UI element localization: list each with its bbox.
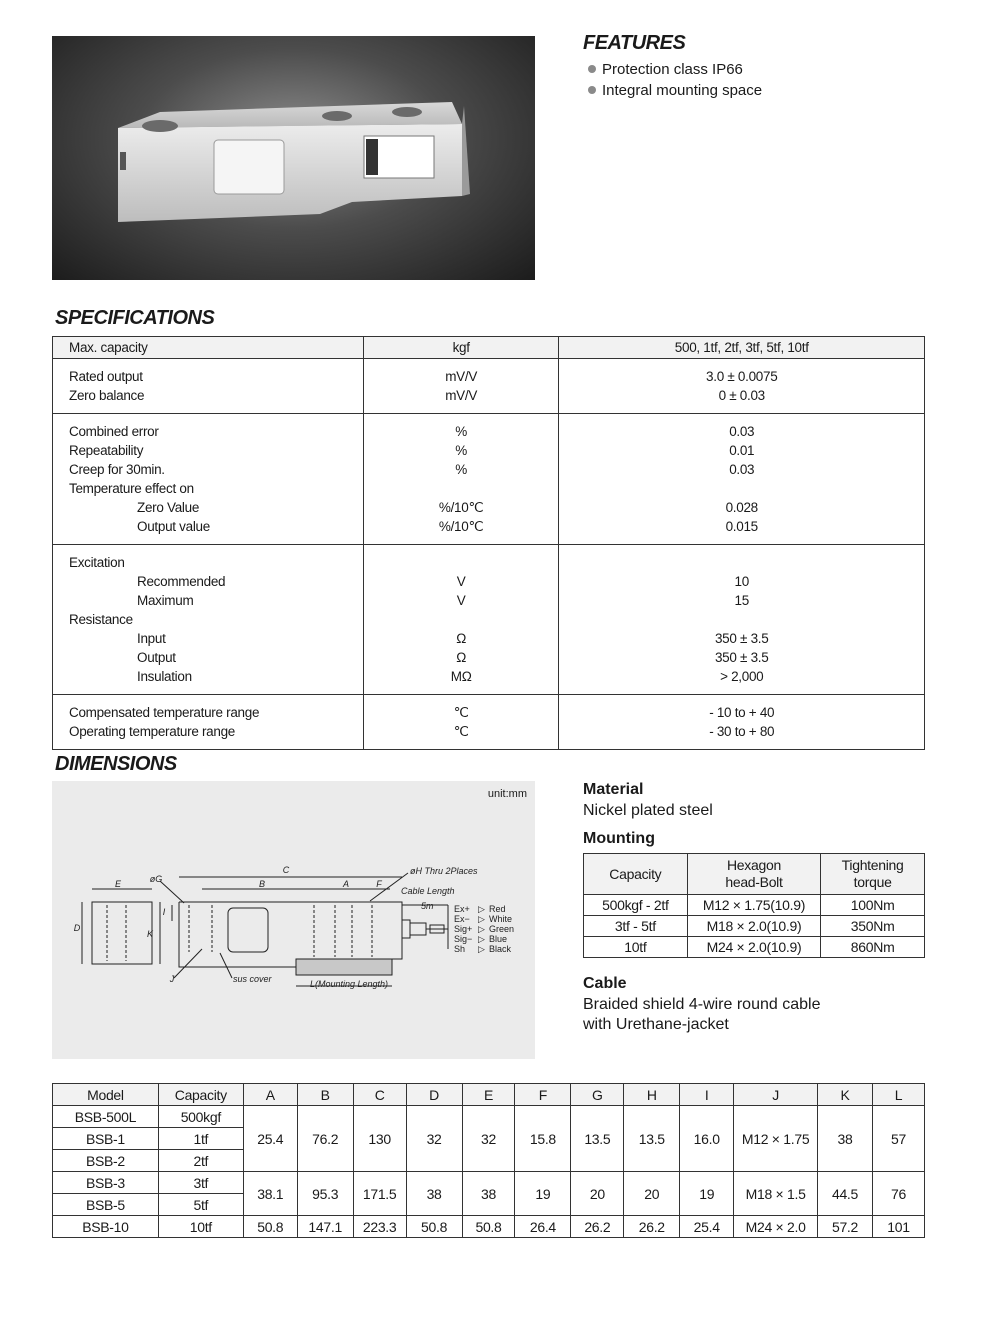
dim-header-b: B — [297, 1084, 353, 1106]
dim-row — [53, 1106, 925, 1128]
spec-label: Maximum — [137, 593, 194, 608]
dim-label-G: øG — [149, 874, 163, 884]
spec-value — [559, 553, 924, 572]
spec-label: Operating temperature range — [69, 724, 236, 739]
dim-model: BSB-10 — [53, 1216, 159, 1238]
dim-header-e: E — [462, 1084, 515, 1106]
spec-value-cell — [559, 337, 925, 359]
dim-value: M12 × 1.75 — [734, 1106, 818, 1172]
wire-signal: Ex+ — [454, 904, 470, 914]
dim-value: 26.4 — [515, 1216, 571, 1238]
dimension-drawing — [52, 781, 535, 1059]
spec-label-cell — [53, 545, 364, 695]
dim-capacity: 500kgf — [158, 1106, 243, 1128]
spec-unit-cell — [363, 359, 559, 414]
dim-value: 95.3 — [297, 1172, 353, 1216]
spec-value-cell — [559, 359, 925, 414]
dim-value: 20 — [624, 1172, 680, 1216]
feature-item — [588, 80, 762, 101]
spec-unit: ℃ — [453, 724, 469, 739]
spec-value — [559, 479, 924, 498]
dimensions-title: DIMENSIONS — [55, 753, 177, 775]
spec-unit: V — [456, 593, 466, 608]
specifications-title: SPECIFICATIONS — [55, 307, 215, 329]
mounting-length-label: L(Mounting Length) — [310, 979, 389, 989]
mount-cell: 3tf - 5tf — [584, 916, 688, 937]
dim-value: 32 — [406, 1106, 462, 1172]
dim-header-j: J — [734, 1084, 818, 1106]
spec-value: 0.03 — [729, 424, 755, 439]
wire-color: Red — [489, 904, 506, 914]
dim-value: 38 — [406, 1172, 462, 1216]
dim-label-A: A — [342, 879, 350, 889]
dim-value: 15.8 — [515, 1106, 571, 1172]
spec-unit: %/10℃ — [438, 519, 484, 534]
spec-unit — [364, 553, 559, 572]
cable-line-1: Braided shield 4-wire round cable — [583, 996, 821, 1013]
dim-value: 13.5 — [624, 1106, 680, 1172]
mount-header-torque: Tightening torque — [821, 854, 925, 895]
spec-unit: mV/V — [445, 369, 478, 384]
spec-value: - 30 to + 80 — [709, 724, 775, 739]
dim-capacity: 3tf — [158, 1172, 243, 1194]
dim-header-l: L — [872, 1084, 924, 1106]
dimension-table — [52, 1083, 925, 1238]
material-text: Nickel plated steel — [583, 802, 713, 819]
dim-label-C: C — [282, 865, 290, 875]
mount-header-bolt: Hexagon head-Bolt — [687, 854, 821, 895]
spec-label: Output — [137, 650, 176, 665]
dim-label-D: D — [73, 923, 81, 933]
dim-value: 57.2 — [818, 1216, 873, 1238]
cable-title: Cable — [583, 975, 627, 992]
spec-label: Excitation — [69, 555, 125, 570]
dim-label-I: I — [162, 907, 166, 917]
dim-value: 19 — [680, 1172, 734, 1216]
spec-group — [53, 695, 925, 750]
dim-value: 38 — [818, 1106, 873, 1172]
spec-group — [53, 545, 925, 695]
spec-value: 350 ± 3.5 — [714, 650, 769, 665]
dim-model: BSB-5 — [53, 1194, 159, 1216]
dim-row — [53, 1216, 925, 1238]
bullet-icon — [588, 86, 596, 94]
dim-header-h: H — [624, 1084, 680, 1106]
spec-label-cell — [53, 359, 364, 414]
dim-value: M24 × 2.0 — [734, 1216, 818, 1238]
dim-model: BSB-3 — [53, 1172, 159, 1194]
spec-unit: % — [455, 424, 467, 439]
spec-value: 0.01 — [729, 443, 755, 458]
dim-capacity: 5tf — [158, 1194, 243, 1216]
spec-value-cell — [559, 414, 925, 545]
dim-capacity: 2tf — [158, 1150, 243, 1172]
dim-header-d: D — [406, 1084, 462, 1106]
spec-label: Input — [137, 631, 166, 646]
spec-unit-cell — [363, 337, 559, 359]
spec-value: 500, 1tf, 2tf, 3tf, 5tf, 10tf — [674, 340, 809, 355]
spec-value-cell — [559, 545, 925, 695]
dim-header-a: A — [243, 1084, 297, 1106]
spec-unit-cell — [363, 545, 559, 695]
dim-value: M18 × 1.5 — [734, 1172, 818, 1216]
dim-value: 223.3 — [353, 1216, 406, 1238]
dim-capacity: 1tf — [158, 1128, 243, 1150]
spec-group — [53, 337, 925, 359]
dim-row — [53, 1172, 925, 1194]
dim-label-H: øH Thru 2Places — [410, 866, 478, 876]
dim-header-c: C — [353, 1084, 406, 1106]
dim-value: 25.4 — [243, 1106, 297, 1172]
spec-unit — [364, 479, 559, 498]
dim-value: 57 — [872, 1106, 924, 1172]
dim-value: 76.2 — [297, 1106, 353, 1172]
dim-header-k: K — [818, 1084, 873, 1106]
arrow-right-icon: ▷ — [478, 914, 485, 924]
spec-unit: %/10℃ — [438, 500, 484, 515]
dim-value: 76 — [872, 1172, 924, 1216]
mount-cell: M24 × 2.0(10.9) — [687, 937, 821, 958]
spec-unit: V — [456, 574, 466, 589]
sus-cover-label: sus cover — [233, 974, 272, 984]
dim-value: 19 — [515, 1172, 571, 1216]
arrow-right-icon: ▷ — [478, 924, 485, 934]
spec-unit — [364, 610, 559, 629]
features-title: FEATURES — [583, 32, 686, 54]
mount-cell: 350Nm — [821, 916, 925, 937]
sus-cover-plate — [228, 908, 268, 952]
mount-cell: M12 × 1.75(10.9) — [687, 895, 821, 916]
spec-unit: mV/V — [445, 388, 478, 403]
spec-unit: % — [455, 462, 467, 477]
dim-value: 171.5 — [353, 1172, 406, 1216]
spec-unit: ℃ — [453, 705, 469, 720]
dim-value: 50.8 — [243, 1216, 297, 1238]
wire-color: Black — [489, 944, 512, 954]
dim-capacity: 10tf — [158, 1216, 243, 1238]
spec-label: Compensated temperature range — [69, 705, 260, 720]
feature-item — [588, 59, 762, 80]
spec-unit-cell — [363, 695, 559, 750]
dim-label-E: E — [114, 879, 122, 889]
dim-header-model: Model — [53, 1084, 159, 1106]
dim-header-f: F — [515, 1084, 571, 1106]
load-cell-image — [52, 36, 535, 280]
mounting-table — [583, 853, 925, 958]
dim-value: 32 — [462, 1106, 515, 1172]
wire-color: White — [489, 914, 513, 924]
spec-label: Resistance — [69, 612, 133, 627]
spec-unit: Ω — [456, 650, 467, 665]
dim-label-B: B — [258, 879, 266, 889]
cable-length-label: Cable Length — [401, 886, 455, 896]
spec-value: > 2,000 — [720, 669, 764, 684]
wire-signal: Sh — [454, 944, 466, 954]
spec-value: 0.03 — [729, 462, 755, 477]
dim-model: BSB-500L — [53, 1106, 159, 1128]
spec-group — [53, 414, 925, 545]
dim-value: 147.1 — [297, 1216, 353, 1238]
dim-label-K: K — [146, 929, 154, 939]
wire-color: Green — [489, 924, 515, 934]
spec-label: Max. capacity — [69, 340, 148, 355]
arrow-right-icon: ▷ — [478, 904, 485, 914]
dim-value: 50.8 — [406, 1216, 462, 1238]
spec-value: 3.0 ± 0.0075 — [706, 369, 778, 384]
spec-value: 0.015 — [725, 519, 758, 534]
mount-cell: 10tf — [584, 937, 688, 958]
mount-cell: 860Nm — [821, 937, 925, 958]
wire-color: Blue — [489, 934, 508, 944]
dim-value: 25.4 — [680, 1216, 734, 1238]
dim-label-F: F — [376, 879, 382, 889]
dim-value: 101 — [872, 1216, 924, 1238]
spec-label: Temperature effect on — [69, 481, 194, 496]
spec-value-cell — [559, 695, 925, 750]
dim-value: 44.5 — [818, 1172, 873, 1216]
spec-label: Repeatability — [69, 443, 144, 458]
spec-label: Insulation — [137, 669, 192, 684]
spec-value: - 10 to + 40 — [709, 705, 775, 720]
spec-unit: Ω — [456, 631, 467, 646]
spec-label: Zero Value — [137, 500, 200, 515]
dim-value: 13.5 — [571, 1106, 624, 1172]
spec-label: Rated output — [69, 369, 143, 384]
mount-cell: 100Nm — [821, 895, 925, 916]
spec-unit-cell — [363, 414, 559, 545]
spec-group — [53, 359, 925, 414]
mount-cell: M18 × 2.0(10.9) — [687, 916, 821, 937]
arrow-right-icon: ▷ — [478, 944, 485, 954]
dim-value: 38.1 — [243, 1172, 297, 1216]
spec-value: 0 ± 0.03 — [718, 388, 765, 403]
dim-label-J: J — [169, 974, 175, 984]
spec-unit: % — [455, 443, 467, 458]
spec-value: 15 — [734, 593, 749, 608]
spec-value: 0.028 — [725, 500, 758, 515]
dim-value: 20 — [571, 1172, 624, 1216]
dim-header-capacity: Capacity — [158, 1084, 243, 1106]
bullet-icon — [588, 65, 596, 73]
dim-header-i: I — [680, 1084, 734, 1106]
spec-value: 350 ± 3.5 — [714, 631, 769, 646]
drawing-svg — [52, 781, 535, 1059]
spec-label: Zero balance — [69, 388, 145, 403]
specifications-table — [52, 336, 925, 750]
dim-model: BSB-2 — [53, 1150, 159, 1172]
dim-model: BSB-1 — [53, 1128, 159, 1150]
spec-unit: kgf — [452, 340, 470, 355]
spec-unit: MΩ — [450, 669, 472, 684]
wire-signal: Ex− — [454, 914, 470, 924]
dim-value: 16.0 — [680, 1106, 734, 1172]
dim-value: 50.8 — [462, 1216, 515, 1238]
dim-value: 130 — [353, 1106, 406, 1172]
features-list — [588, 59, 762, 101]
spec-label: Creep for 30min. — [69, 462, 165, 477]
material-title: Material — [583, 781, 644, 798]
spec-label: Combined error — [69, 424, 159, 439]
cable-line-2: with Urethane-jacket — [583, 1016, 729, 1033]
dim-value: 38 — [462, 1172, 515, 1216]
dim-value: 26.2 — [571, 1216, 624, 1238]
mounting-title: Mounting — [583, 830, 655, 847]
dim-value: 26.2 — [624, 1216, 680, 1238]
wire-signal: Sig− — [454, 934, 473, 944]
spec-label-cell — [53, 695, 364, 750]
feature-text: Integral mounting space — [602, 82, 763, 99]
product-photo — [52, 36, 535, 280]
spec-value — [559, 610, 924, 629]
spec-label: Recommended — [137, 574, 226, 589]
end-view — [92, 902, 152, 964]
mount-header-capacity: Capacity — [584, 854, 688, 895]
cable-length-value: 5m — [421, 901, 434, 911]
spec-label-cell — [53, 414, 364, 545]
arrow-right-icon: ▷ — [478, 934, 485, 944]
dim-header-g: G — [571, 1084, 624, 1106]
spec-label-cell — [53, 337, 364, 359]
mount-cell: 500kgf - 2tf — [584, 895, 688, 916]
wire-signal: Sig+ — [454, 924, 473, 934]
feature-text: Protection class IP66 — [602, 61, 743, 78]
spec-label: Output value — [137, 519, 210, 534]
unit-note: unit:mm — [487, 788, 527, 800]
wire-list — [454, 904, 514, 954]
spec-value: 10 — [734, 574, 749, 589]
